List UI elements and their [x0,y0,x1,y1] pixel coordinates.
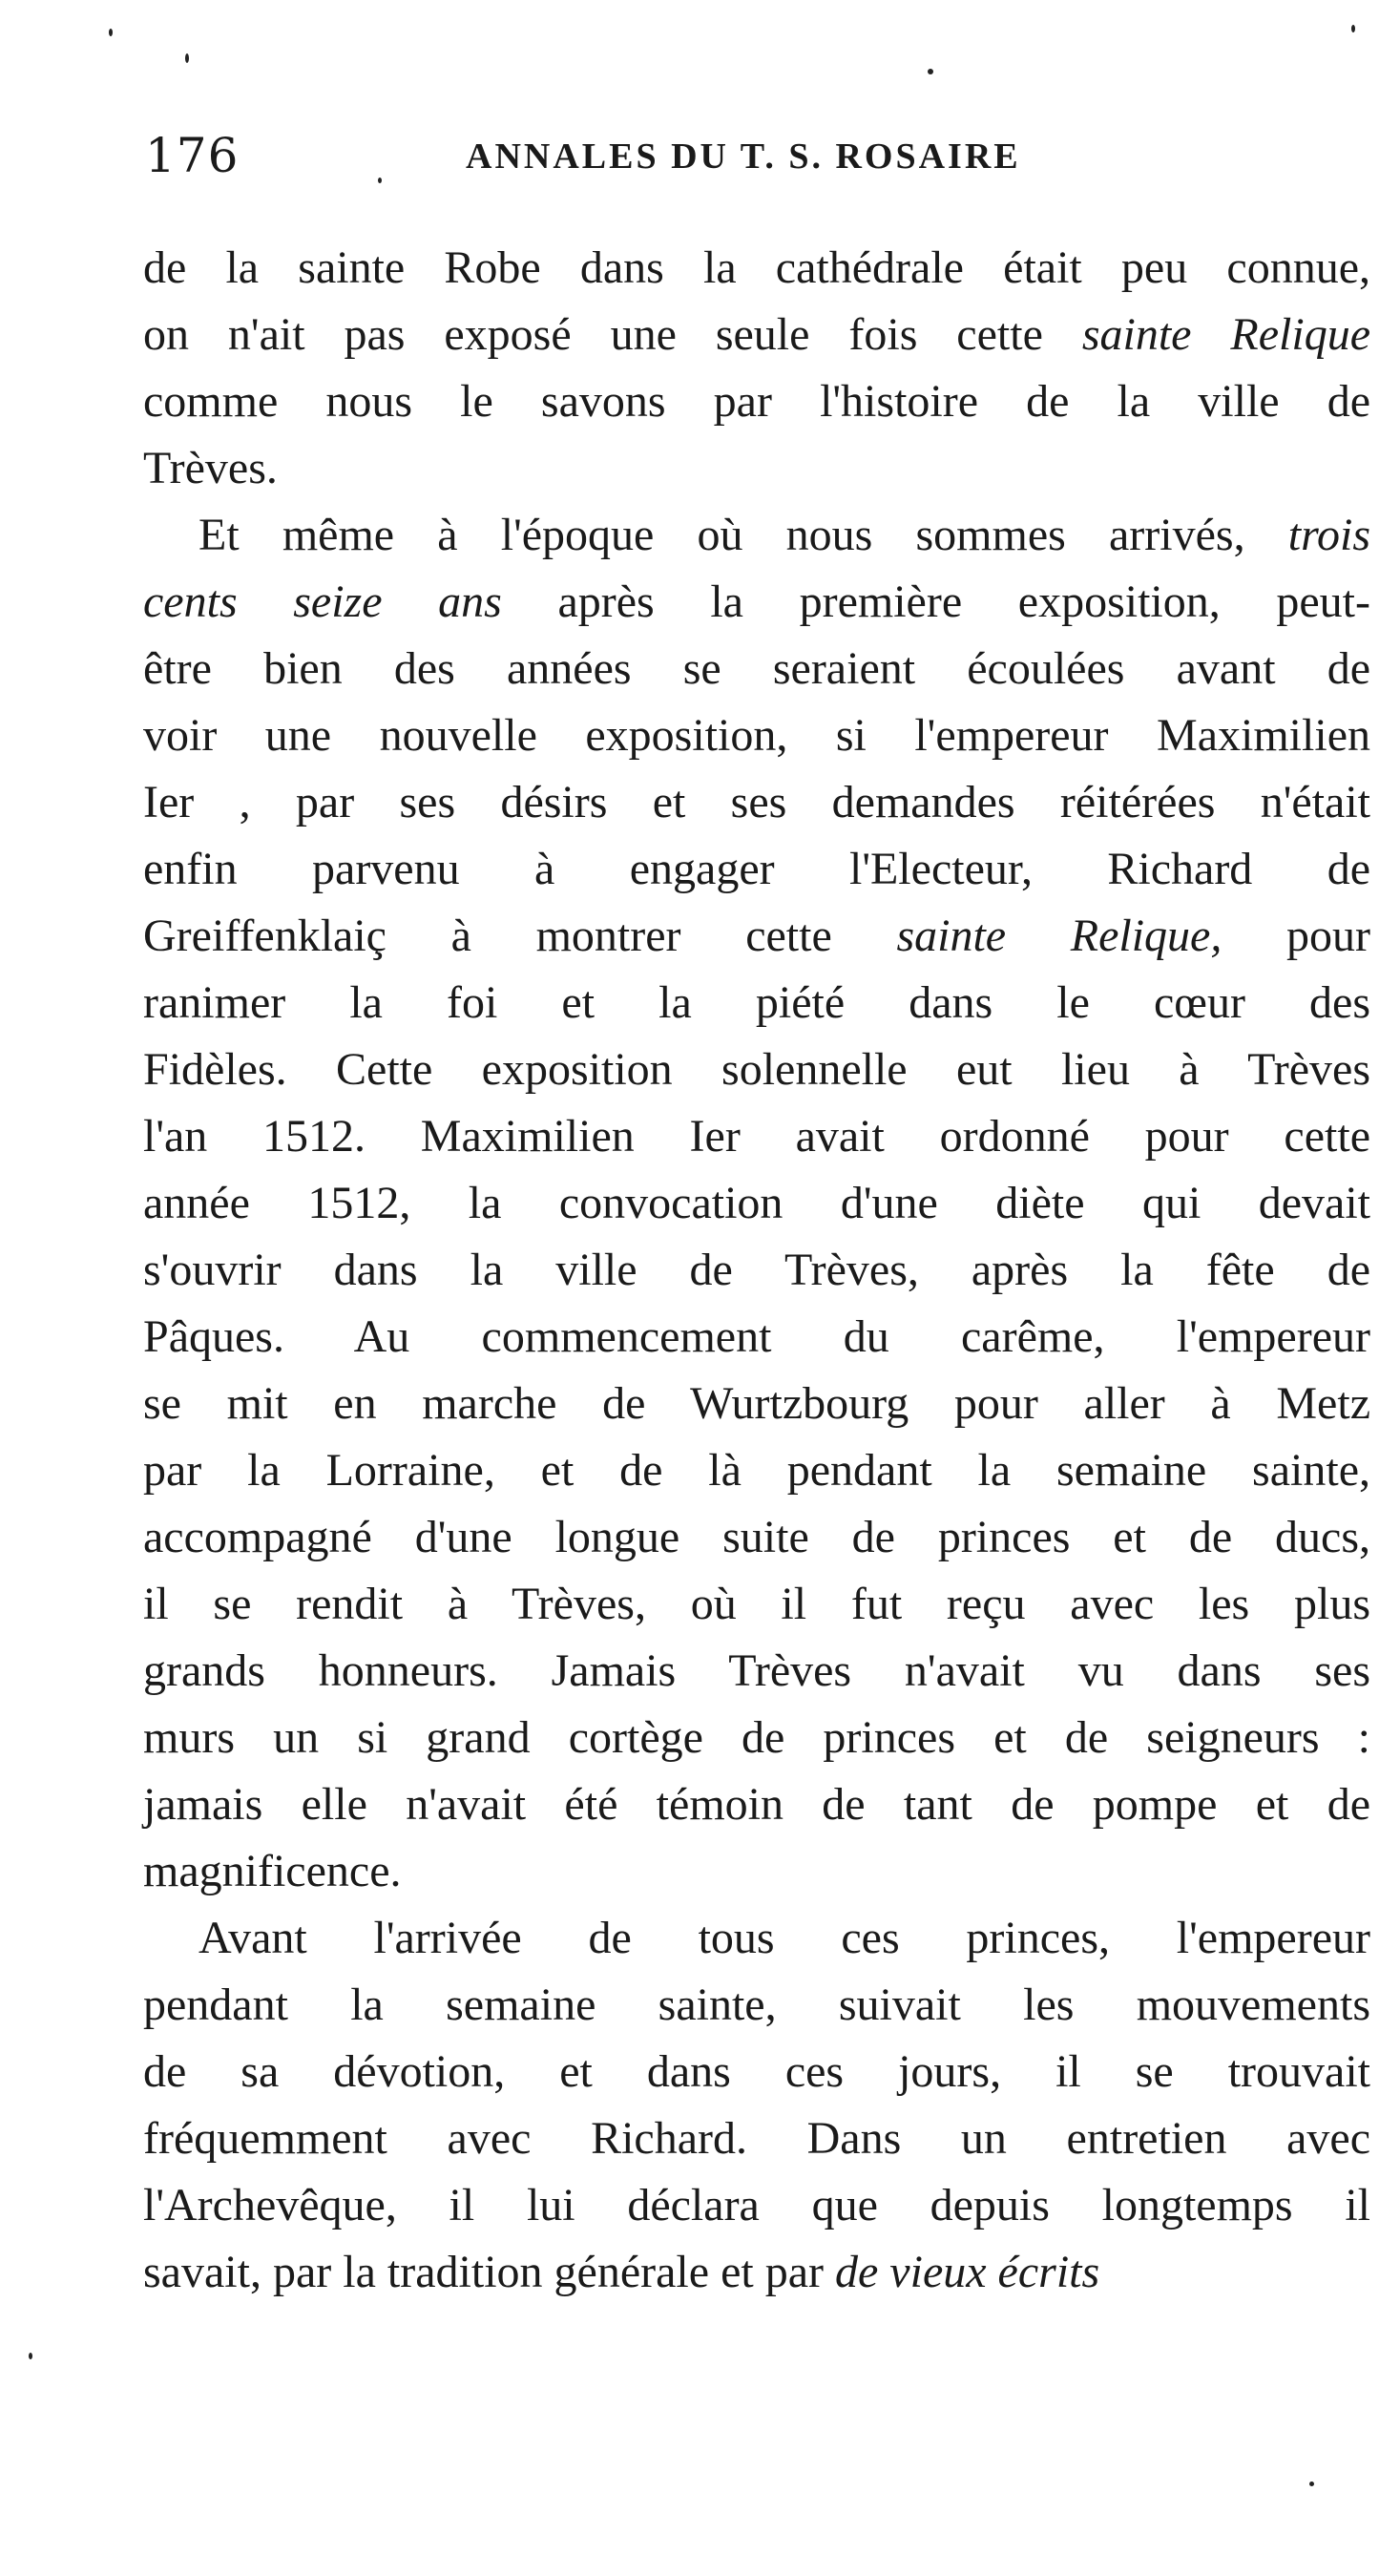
text-run: Fidèles. Cette exposition solennelle eut lieu à Trèves [143,1044,1370,1095]
text-line [143,1371,1370,1437]
scan-speck [185,53,189,63]
page-header [145,122,1376,199]
text-run: de sa dévotion, et dans ces jours, il se trouvait [143,2046,1370,2097]
text-run: accompagné d'une longue suite de princes et de ducs, [143,1512,1370,1562]
text-run: Ier , par ses désirs et ses demandes réitérées n'était [143,777,1370,827]
text-line [143,1170,1370,1237]
text-run: voir une nouvelle exposition, si l'empereur Maximilien [143,710,1370,761]
text-line [143,1705,1370,1771]
paragraph [143,235,1370,502]
text-line [143,702,1370,769]
text-line [143,435,1370,502]
paragraph [143,1905,1370,2306]
text-line [143,2105,1370,2172]
scan-speck [29,2353,32,2359]
italic-run: sainte Relique [1081,309,1370,360]
text-run: jamais elle n'avait été témoin de tant de pompe et de [143,1779,1370,1830]
scan-speck [1309,2482,1314,2486]
text-line [143,569,1370,636]
text-run: on n'ait pas exposé une seule fois cette [143,309,1082,360]
text-run: de la sainte Robe dans la cathédrale était peu connue, [143,242,1370,293]
text-line [143,903,1370,970]
text-line [143,970,1370,1037]
text-line [143,1638,1370,1705]
text-line [143,2172,1370,2239]
text-line [143,2239,1370,2306]
text-run: savait, par la tradition générale et par [143,2247,835,2297]
text-line [143,636,1370,702]
text-line [143,302,1370,368]
text-run: Pâques. Au commencement du carême, l'empereur [143,1311,1370,1362]
text-run: fréquemment avec Richard. Dans un entretien avec [143,2113,1370,2164]
scan-speck [378,178,382,183]
text-line [143,235,1370,302]
text-run: Et même à l'époque où nous sommes arrivés, [199,510,1288,560]
text-run: Trèves. [143,443,278,493]
text-line [143,502,1370,569]
italic-run: cents seize ans [143,576,502,627]
paragraph [143,502,1370,1905]
text-run: pendant la semaine sainte, suivait les mouvements [143,1979,1370,2030]
italic-run: trois [1287,510,1370,560]
text-line [143,1771,1370,1838]
text-run: Greiffenklaiç à montrer cette [143,911,897,961]
text-run: grands honneurs. Jamais Trèves n'avait vu dans ses [143,1645,1370,1696]
text-run: il se rendit à Trèves, où il fut reçu avec les plus [143,1579,1370,1629]
text-line [143,1103,1370,1170]
scan-speck [1351,25,1355,32]
text-line [143,1504,1370,1571]
text-run: année 1512, la convocation d'une diète qui devait [143,1178,1370,1228]
text-line [143,1905,1370,1972]
italic-run: de vieux écrits [835,2247,1100,2297]
scan-speck [928,69,933,74]
text-run: l'an 1512. Maximilien Ier avait ordonné pour cette [143,1111,1370,1162]
text-line [143,1037,1370,1103]
text-run: pour [1222,911,1370,961]
text-run: être bien des années se seraient écoulées avant de [143,643,1370,694]
text-line [143,1437,1370,1504]
page-number: 176 [145,128,240,183]
text-run: s'ouvrir dans la ville de Trèves, après la fête de [143,1245,1370,1295]
text-line [143,1571,1370,1638]
text-line [143,2039,1370,2105]
text-run: Avant l'arrivée de tous ces princes, l'empereur [199,1913,1370,1963]
text-line [143,1237,1370,1304]
text-line [143,836,1370,903]
text-run: se mit en marche de Wurtzbourg pour aller à Metz [143,1378,1370,1429]
text-line [143,1304,1370,1371]
text-line [143,1838,1370,1905]
text-run: ranimer la foi et la piété dans le cœur des [143,977,1370,1028]
text-run: après la première exposition, peut- [501,576,1370,627]
text-run: l'Archevêque, il lui déclara que depuis longtemps il [143,2180,1370,2230]
text-run: comme nous le savons par l'histoire de la ville de [143,376,1370,427]
text-line [143,1972,1370,2039]
text-run: enfin parvenu à engager l'Electeur, Richard de [143,844,1370,894]
text-line [143,368,1370,435]
text-line [143,769,1370,836]
text-run: murs un si grand cortège de princes et de seigneurs : [143,1712,1370,1763]
scan-speck [109,29,113,36]
running-head: ANNALES DU T. S. ROSAIRE [466,136,1021,177]
italic-run: sainte Relique, [896,911,1222,961]
body-text [143,235,1370,2306]
text-run: magnificence. [143,1846,402,1896]
text-run: par la Lorraine, et de là pendant la semaine sainte, [143,1445,1370,1496]
